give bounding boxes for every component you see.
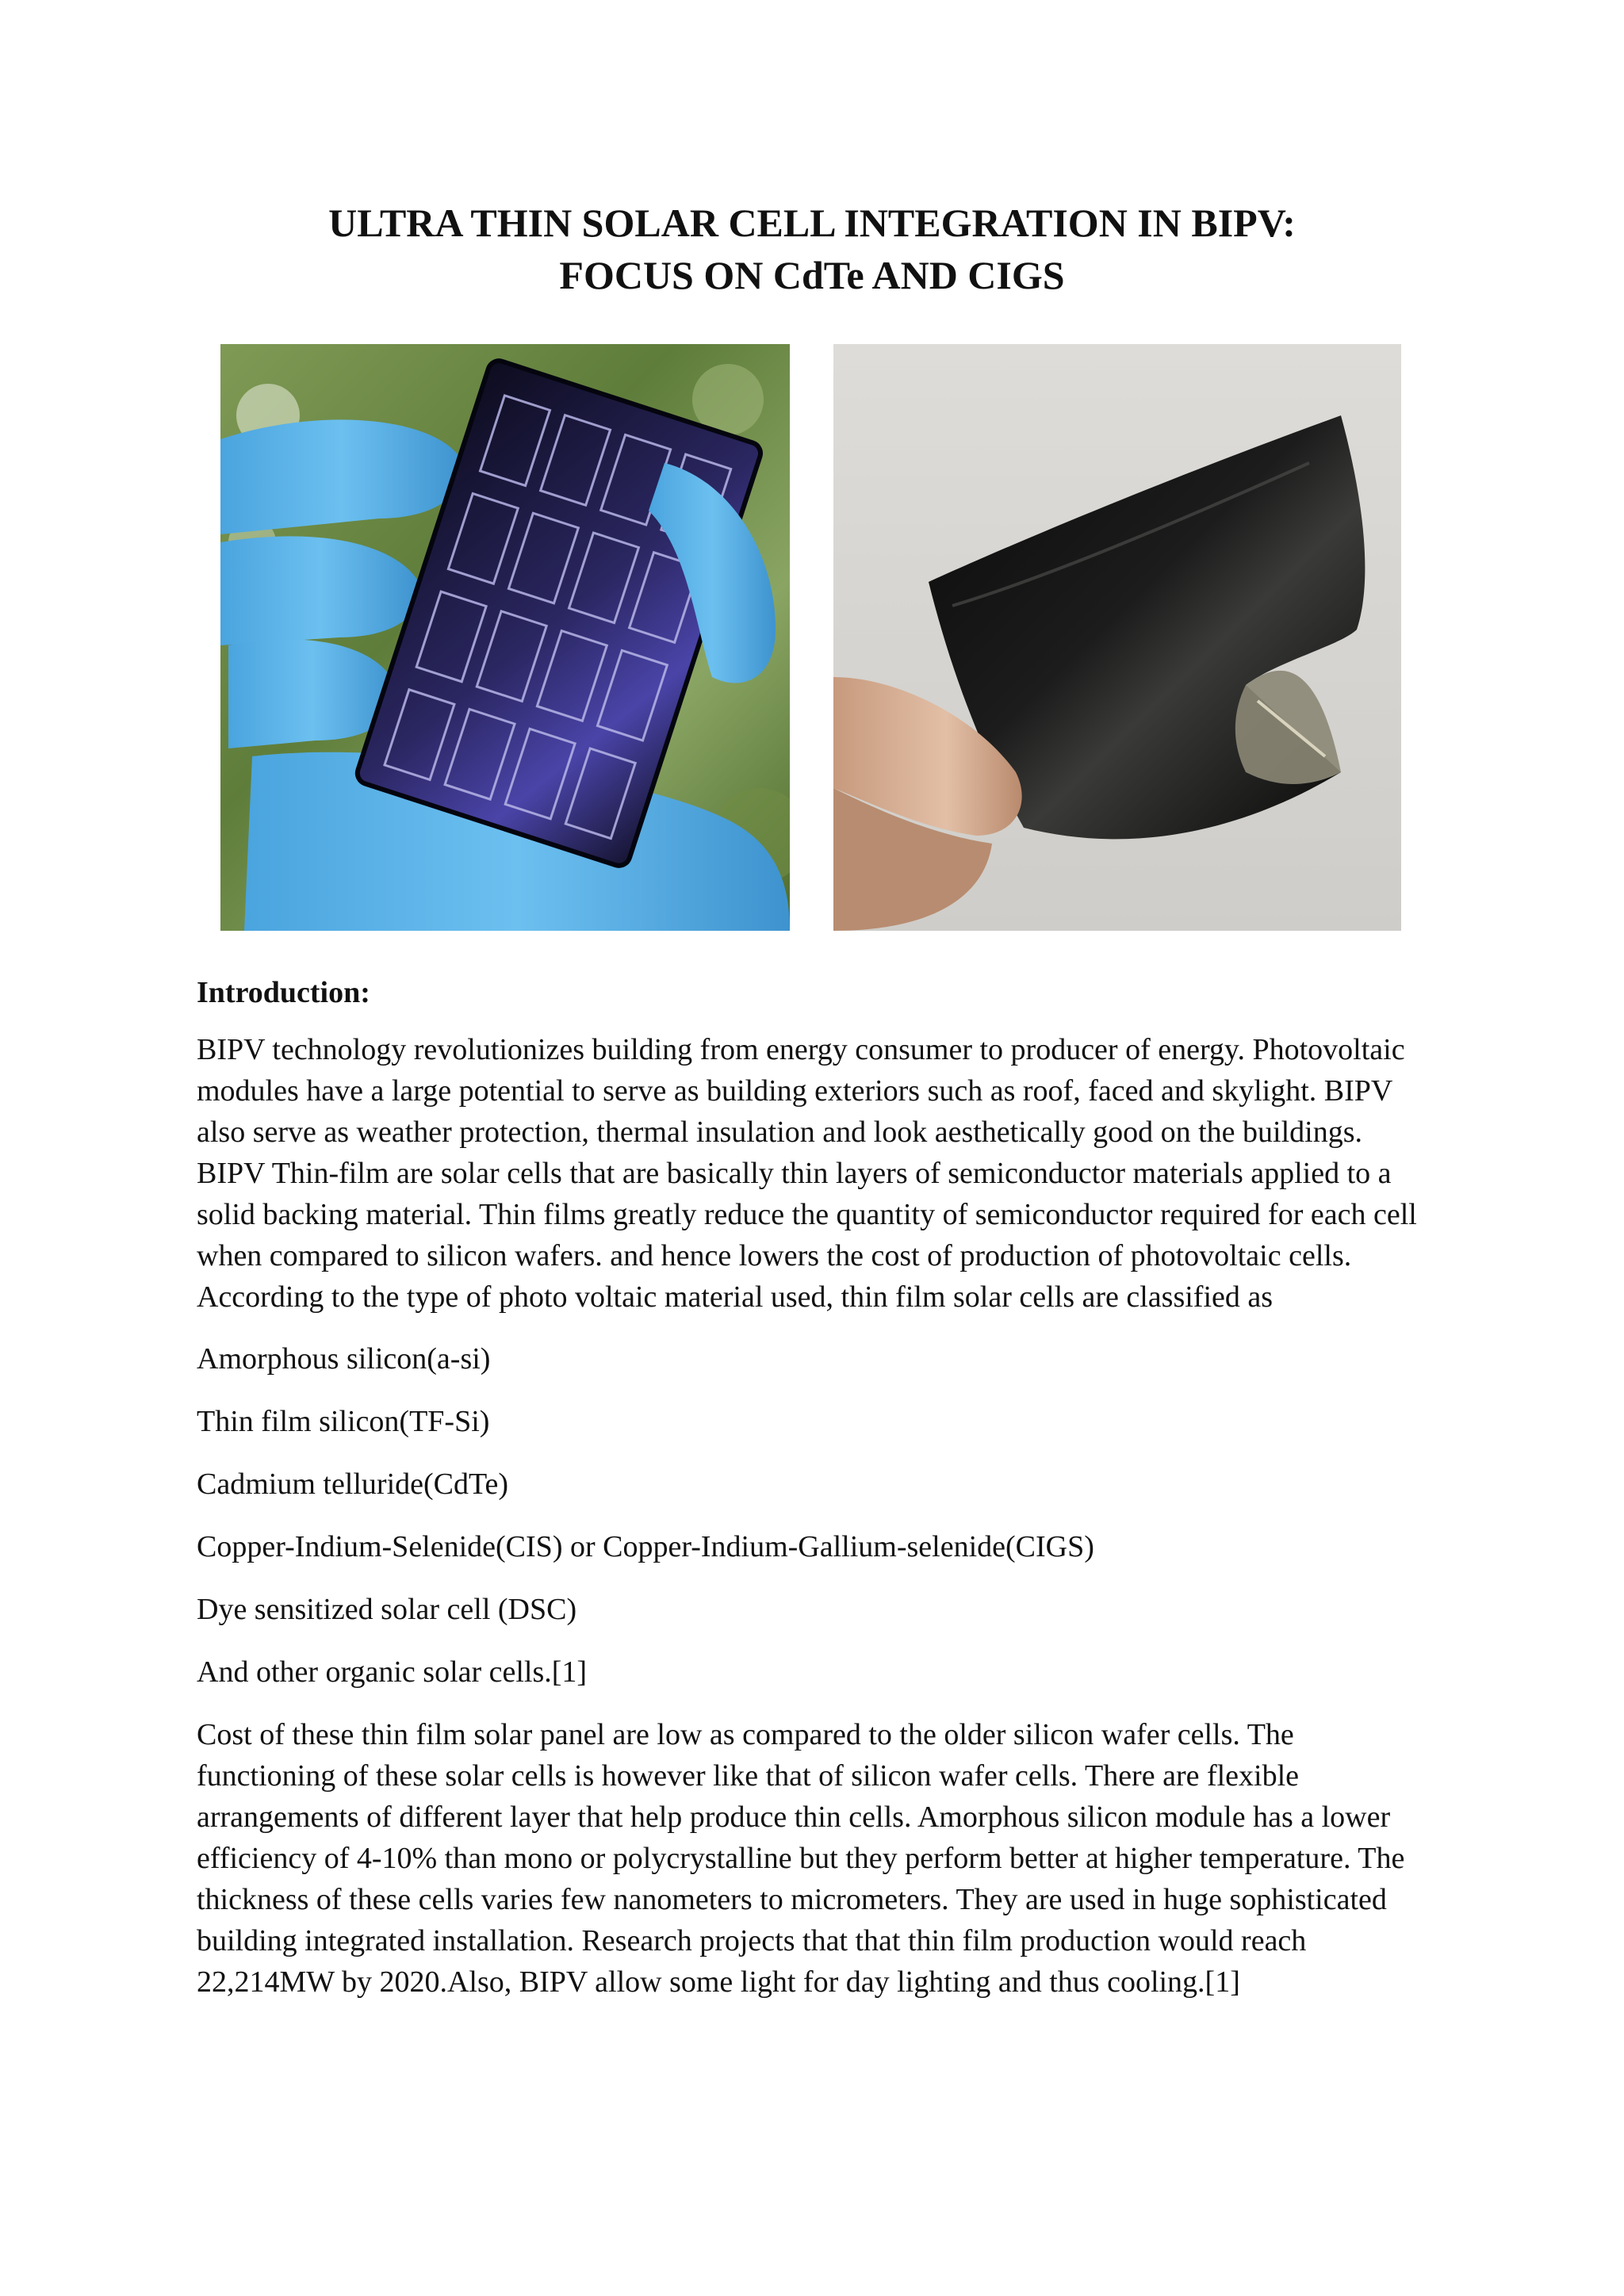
title-line-2: FOCUS ON CdTe AND CIGS (559, 253, 1065, 297)
list-item: Cadmium telluride(CdTe) (197, 1468, 509, 1501)
list-item: Amorphous silicon(a-si) (197, 1342, 491, 1376)
list-item: Dye sensitized solar cell (DSC) (197, 1593, 577, 1626)
flexible-solar-cell-glove-photo (220, 344, 790, 931)
glove-photo-graphic (220, 344, 790, 931)
thin-film-types-list (197, 1338, 1434, 1693)
title-line-1: ULTRA THIN SOLAR CELL INTEGRATION IN BIPV: (328, 201, 1296, 245)
film-photo-graphic (833, 344, 1401, 931)
cost-paragraph: Cost of these thin film solar panel are low as compared to the older silicon wafer cells. The functioning of these solar cells is however like that of silicon wafer cells. There are flexible arrangements of different layer that help produce thin cells. Amorphous silicon module has a lower efficiency of 4-10% than mono or polycrystalline but they perform better at higher temperature. The thickness of these cells varies few nanometers to micrometers. They are used in huge sophisticated building integrated installation. Research projects that that thin film production would reach 22,214MW by 2020.Also, BIPV allow some light for day lighting and thus cooling.[1] (197, 1718, 1405, 1999)
document-body (197, 972, 1434, 2023)
list-item: Thin film silicon(TF-Si) (197, 1405, 490, 1438)
introduction-heading: Introduction: (197, 976, 370, 1009)
flexible-black-film-photo (833, 344, 1401, 931)
list-item: And other organic solar cells.[1] (197, 1655, 588, 1689)
document-title (198, 197, 1426, 301)
list-item: Copper-Indium-Selenide(CIS) or Copper-Indium-Gallium-selenide(CIGS) (197, 1530, 1094, 1563)
introduction-paragraph: BIPV technology revolutionizes building from energy consumer to producer of energy. Photovoltaic modules have a large potential to serve as building exteriors such as roof, faced and skylight. BIPV also serve as weather protection, thermal insulation and look aesthetically good on the buildings. BIPV Thin-film are solar cells that are basically thin layers of semiconductor materials applied to a solid backing material. Thin films greatly reduce the quantity of semiconductor required for each cell when compared to silicon wafers. and hence lowers the cost of production of photovoltaic cells. According to the type of photo voltaic material used, thin film solar cells are classified as (197, 1033, 1417, 1314)
